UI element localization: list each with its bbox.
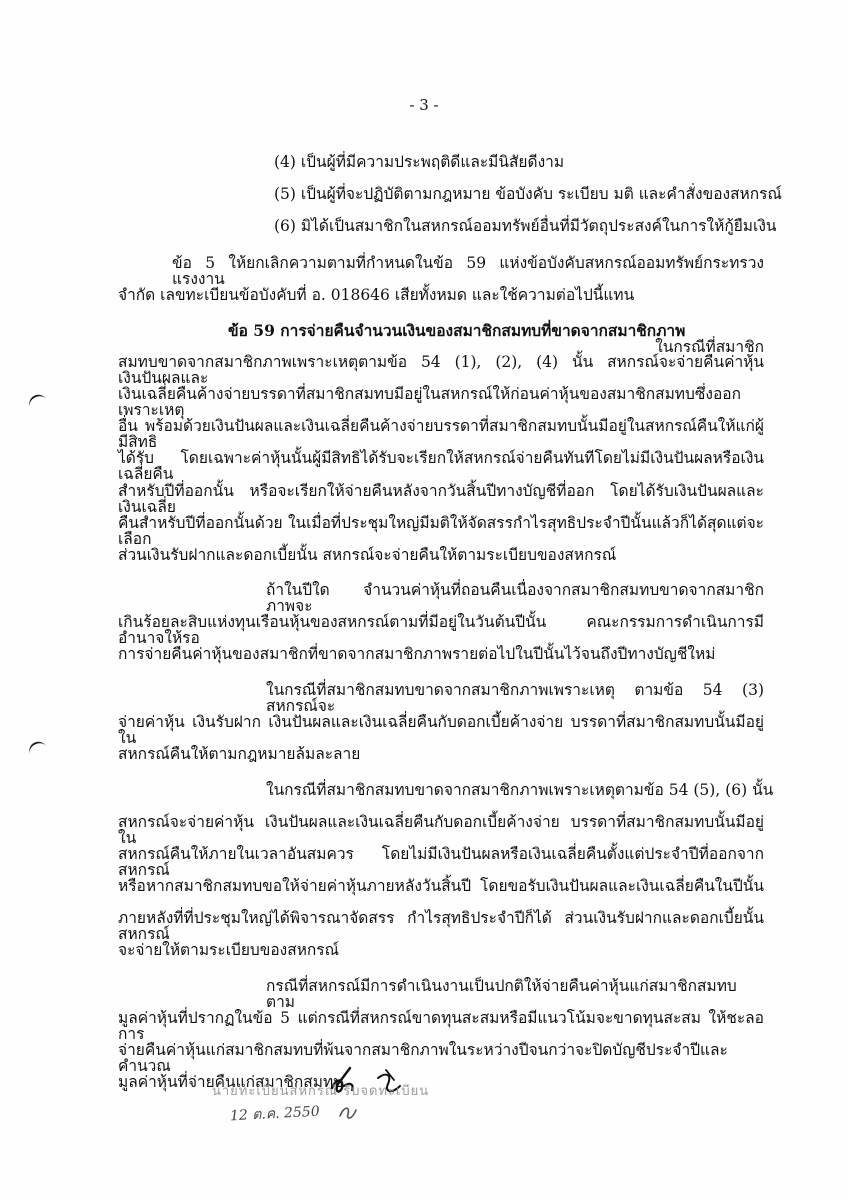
- paragraph-line: จะจ่ายให้ตามระเบียบของสหกรณ์: [118, 941, 339, 959]
- paragraph-line: การจ่ายคืนค่าหุ้นของสมาชิกที่ขาดจากสมาชิกภาพรายต่อไปในปีนั้นไว้จนถึงปีทางบัญชีใหม่: [118, 645, 716, 663]
- clause-59-heading: ข้อ 59 การจ่ายคืนจำนวนเงินของสมาชิกสมทบที่ขาดจากสมาชิกภาพ: [228, 321, 686, 340]
- paragraph-line: เงินเฉลี่ยคืนค้างจ่ายบรรดาที่สมาชิกสมทบมีอยู่ในสหกรณ์ให้ก่อนค่าหุ้นของสมาชิกสมทบซึ่งออกเพราะเหตุ: [118, 385, 741, 419]
- paragraph-line: อื่น พร้อมด้วยเงินปันผลและเงินเฉลี่ยคืนค้างจ่ายบรรดาที่สมาชิกสมทบนั้นมีอยู่ในสหกรณ์คืนให้แก่ผู้มีสิทธิ: [118, 417, 764, 451]
- paragraph-line: เกินร้อยละสิบแห่งทุนเรือนหุ้นของสหกรณ์ตามที่มีอยู่ในวันต้นปีนั้น คณะกรรมการดำเนินการมีอำนาจให้รอ: [118, 613, 764, 647]
- registration-stamp-date: 12 ต.ค. 2550: [229, 1103, 321, 1125]
- clause-59-heading-row: [228, 323, 764, 355]
- paragraph-line: ในกรณีที่สมาชิกสมทบขาดจากสมาชิกภาพเพราะเหตุ ตามข้อ 54 (3) สหกรณ์จะ: [266, 681, 764, 715]
- paragraph-line: คืนสำหรับปีที่ออกนั้นด้วย ในเมื่อที่ประชุมใหญ่มีมติให้จัดสรรกำไรสุทธิประจำปีนั้นแล้วก็ได้สุดแต่จะเลือก: [118, 514, 764, 548]
- list-item: (4) เป็นผู้ที่มีความประพฤติดีและมีนิสัยดีงาม: [274, 153, 565, 171]
- clause-5-line: จำกัด เลขทะเบียนข้อบังคับที่ อ. 018646 เสียทั้งหมด และใช้ความต่อไปนี้แทน: [118, 286, 635, 304]
- paragraph-line: ในกรณีที่สมาชิกสมทบขาดจากสมาชิกภาพเพราะเหตุตามข้อ 54 (5), (6) นั้น: [266, 781, 774, 799]
- list-item: (5) เป็นผู้ที่จะปฏิบัติตามกฎหมาย ข้อบังคับ ระเบียบ มติ และคำสั่งของสหกรณ์: [274, 185, 782, 203]
- paragraph-line: มูลค่าหุ้นที่จ่ายคืนแก่สมาชิกสมทบ: [118, 1073, 344, 1091]
- paragraph-line: มูลค่าหุ้นที่ปรากฏในข้อ 5 แต่กรณีที่สหกรณ์ขาดทุนสะสมหรือมีแนวโน้มจะขาดทุนสะสม ให้ชะลอการ: [118, 1009, 764, 1043]
- registration-stamp-text: นายทะเบียนสหกรณ์ รับจดทะเบียน: [212, 1084, 430, 1099]
- paragraph-line: สมทบขาดจากสมาชิกภาพเพราะเหตุตามข้อ 54 (1), (2), (4) นั้น สหกรณ์จะจ่ายคืนค่าหุ้น เงินปันผลและ: [118, 353, 764, 387]
- stamp-initials-icon: [336, 1100, 360, 1124]
- paragraph-line: หรือหากสมาชิกสมทบขอให้จ่ายค่าหุ้นภายหลังวันสิ้นปี โดยขอรับเงินปันผลและเงินเฉลี่ยคืนในปีนั้น: [118, 877, 764, 895]
- paragraph-line: ส่วนเงินรับฝากและดอกเบี้ยนั้น สหกรณ์จะจ่ายคืนให้ตามระเบียบของสหกรณ์: [118, 546, 617, 564]
- paragraph-line: สหกรณ์คืนให้ภายในเวลาอันสมควร โดยไม่มีเงินปันผลหรือเงินเฉลี่ยคืนตั้งแต่ประจำปีที่ออกจากสหกรณ์: [118, 845, 764, 879]
- paragraph-line: กรณีที่สหกรณ์มีการดำเนินงานเป็นปกติให้จ่ายคืนค่าหุ้นแก่สมาชิกสมทบตาม: [266, 977, 737, 1011]
- paragraph-line: ถ้าในปีใด จำนวนค่าหุ้นที่ถอนคืนเนื่องจากสมาชิกสมทบขาดจากสมาชิกภาพจะ: [266, 581, 764, 615]
- clause-59-heading-rest: ในกรณีที่สมาชิก: [655, 337, 764, 356]
- clause-5-line: ข้อ 5 ให้ยกเลิกความตามที่กำหนดในข้อ 59 แห่งข้อบังคับสหกรณ์ออมทรัพย์กระทรวงแรงงาน: [172, 254, 764, 288]
- page-number: - 3 -: [409, 96, 439, 114]
- scan-binding-mark: [26, 739, 47, 757]
- paragraph-line: จ่ายคืนค่าหุ้นแก่สมาชิกสมทบที่พ้นจากสมาชิกภาพในระหว่างปีจนกว่าจะปิดบัญชีประจำปีและคำนวณ: [118, 1041, 728, 1075]
- paragraph-line: สหกรณ์จะจ่ายค่าหุ้น เงินปันผลและเงินเฉลี่ยคืนกับดอกเบี้ยค้างจ่าย บรรดาที่สมาชิกสมทบนั้นมีอยู่ใน: [118, 813, 764, 847]
- paragraph-line: จ่ายค่าหุ้น เงินรับฝาก เงินปันผลและเงินเฉลี่ยคืนกับดอกเบี้ยค้างจ่าย บรรดาที่สมาชิกสมทบนั้นมีอยู่ใน: [118, 713, 764, 747]
- paragraph-line: สหกรณ์คืนให้ตามกฎหมายล้มละลาย: [118, 745, 361, 763]
- scan-binding-mark: [26, 392, 47, 410]
- list-item: (6) มิได้เป็นสมาชิกในสหกรณ์ออมทรัพย์อื่นที่มีวัตถุประสงค์ในการให้กู้ยืมเงิน: [274, 217, 777, 235]
- paragraph-line: ได้รับ โดยเฉพาะค่าหุ้นนั้นผู้มีสิทธิได้รับจะเรียกให้สหกรณ์จ่ายคืนทันทีโดยไม่มีเงินปันผลหรือเงินเฉลี่ยคืน: [118, 449, 764, 483]
- paragraph-line: ภายหลังที่ที่ประชุมใหญ่ได้พิจารณาจัดสรร กำไรสุทธิประจำปีก็ได้ ส่วนเงินรับฝากและดอกเบี้ยนั้น สหกรณ์: [118, 909, 764, 943]
- paragraph-line: สำหรับปีที่ออกนั้น หรือจะเรียกให้จ่ายคืนหลังจากวันสิ้นปีทางบัญชีที่ออก โดยได้รับเงินปันผลและเงินเฉลี่ย: [118, 482, 764, 516]
